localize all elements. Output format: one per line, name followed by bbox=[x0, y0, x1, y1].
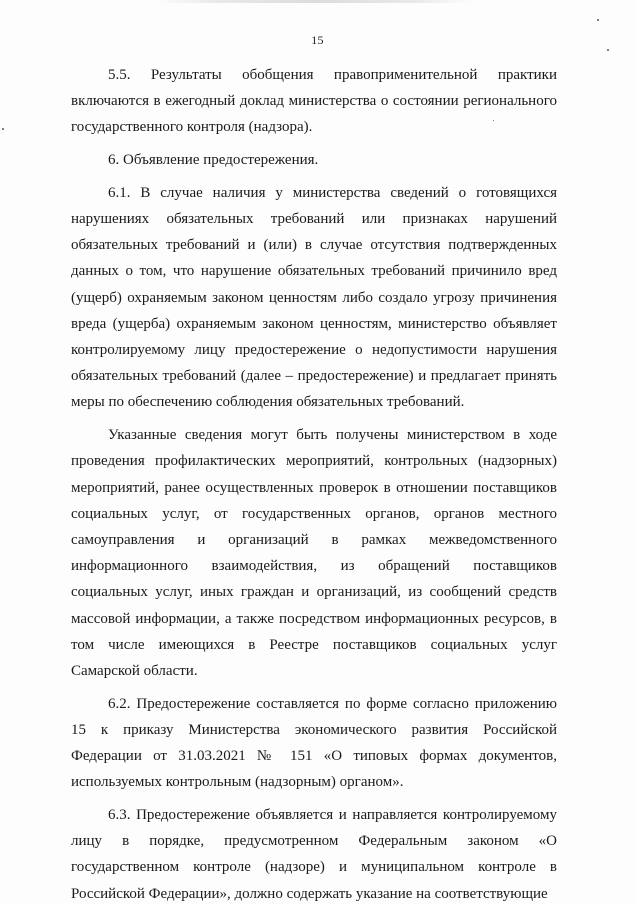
scan-speck bbox=[607, 49, 609, 51]
section-heading-6: 6. Объявление предостережения. bbox=[108, 152, 319, 169]
paragraph-6-1-continuation: Указанные сведения могут быть получены министерством в ходе проведения профилактических мероприятий, контрольных (надзорных) мероприятий, ранее осуществленных проверок в отношении поставщиков социальных услуг, от государственных органов, органов местного самоуправления и организаций в рамках межведомственного информационного взаимодействия, из обращений поставщиков социальных услуг, иных граждан и организаций, из сообщений средств массовой информации, а также посредством информационных ресурсов, в том числе имеющихся в Реестре поставщиков социальных услуг Самарской области. bbox=[71, 427, 557, 679]
document-body bbox=[71, 62, 557, 907]
scan-speck bbox=[597, 19, 599, 21]
paragraph-6-1: 6.1. В случае наличия у министерства сведений о готовящихся нарушениях обязательных требований или признаках нарушений обязательных требований и (или) в случае отсутствия подтвержденных данных о том, что нарушение обязательных требований причинило вред (ущерб) охраняемым законом ценностям либо создало угрозу причинения вреда (ущерба) охраняемым законом ценностям, министерство объявляет контролируемому лицу предостережение о недопустимости нарушения обязательных требований (далее – предостережение) и предлагает принять меры по обеспечению соблюдения обязательных требований. bbox=[71, 184, 557, 411]
paragraph-6-2: 6.2. Предостережение составляется по форме согласно приложению 15 к приказу Министерства экономического развития Российской Федерации от 31.03.2021 № 151 «О типовых формах документов, используемых контрольным (надзорным) органом». bbox=[71, 695, 557, 791]
scan-top-edge bbox=[150, 0, 480, 3]
paragraph-5-5: 5.5. Результаты обобщения правоприменительной практики включаются в ежегодный доклад министерства о состоянии регионального государственного контроля (надзора). bbox=[71, 67, 557, 136]
scan-speck bbox=[2, 128, 4, 130]
paragraph-6-3: 6.3. Предостережение объявляется и направляется контролируемому лицу в порядке, предусмотренном Федеральным законом «О государственном контроле (надзоре) и муниципальном контроле в Российской Федерации», должно содержать указание на соответствующие bbox=[71, 806, 557, 902]
page-number: 15 bbox=[311, 33, 324, 47]
